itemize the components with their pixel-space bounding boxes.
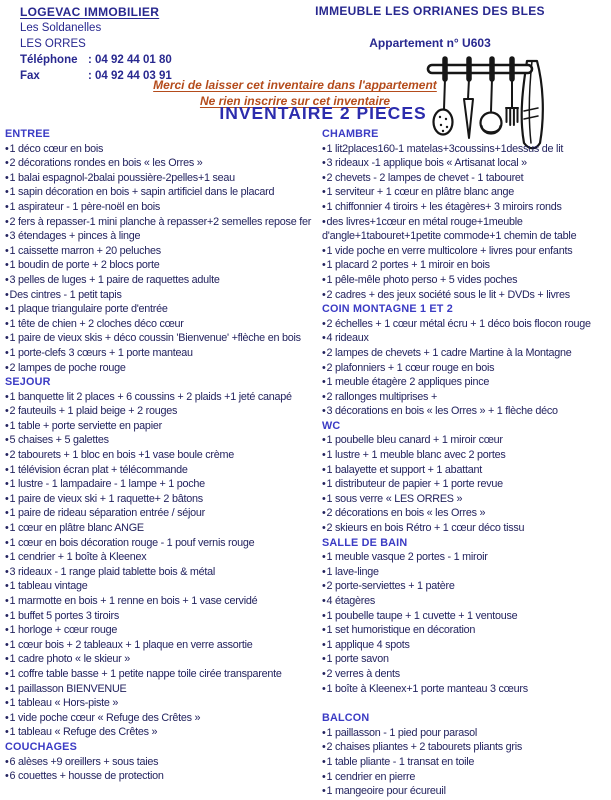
bullet-marker: • — [322, 449, 326, 462]
section-heading: CHAMBRE — [322, 128, 379, 140]
item-text: 1 sapin décoration en bois + sapin artificiel dans le placard — [9, 186, 275, 199]
bullet-marker: • — [5, 609, 9, 622]
item-text: 2 chevets - 2 lampes de chevet - 1 tabouret — [326, 171, 524, 184]
item-text: 6 alèses +9 oreillers + sous taies — [9, 755, 159, 768]
bullet-marker: • — [5, 463, 9, 476]
section-salle-de-bain — [322, 536, 606, 697]
list-item — [5, 623, 322, 638]
phone-row — [20, 52, 172, 68]
item-text: 1 placard 2 portes + 1 miroir en bois — [326, 259, 490, 272]
item-text: 1 cœur bois + 2 tableaux + 1 plaque en verre assortie — [9, 638, 253, 651]
bullet-marker: • — [322, 288, 326, 301]
item-text: 2 cadres + des jeux société sous le lit + DVDs + livres — [326, 288, 570, 301]
item-text: 4 étagères — [326, 595, 376, 607]
bullet-marker: • — [322, 186, 326, 199]
item-text: 1 applique 4 spots — [326, 638, 410, 651]
item-text: Des cintres - 1 petit tapis — [9, 288, 122, 301]
list-item — [322, 375, 606, 390]
list-item — [5, 652, 322, 667]
list-item — [5, 536, 322, 551]
list-item — [322, 594, 606, 609]
list-item — [5, 696, 322, 711]
list-item — [5, 404, 322, 419]
section-heading: ENTREE — [5, 128, 50, 140]
building-name: IMMEUBLE LES ORRIANES DES BLES — [315, 4, 545, 18]
list-item — [5, 390, 322, 405]
list-item — [322, 273, 606, 288]
list-item — [322, 770, 606, 785]
item-text: 2 porte-serviettes + 1 patère — [326, 580, 455, 593]
bullet-marker: • — [322, 595, 326, 607]
item-text: 1 tableau « Hors-piste » — [9, 697, 119, 710]
item-text: 1 lave-linge — [326, 565, 379, 578]
item-text: 2 échelles + 1 cœur métal écru + 1 déco bois flocon rouge — [326, 317, 591, 330]
list-item — [322, 682, 606, 697]
list-item — [322, 404, 606, 419]
bullet-marker: • — [5, 595, 9, 607]
item-text: 1 table + porte serviette en papier — [9, 419, 162, 432]
bullet-marker: • — [322, 638, 326, 651]
list-item — [322, 317, 606, 332]
bullet-marker: • — [322, 171, 326, 184]
item-text: 1 set humoristique en décoration — [326, 624, 476, 637]
item-text: 3 pelles de luges + 1 paire de raquettes adulte — [9, 273, 220, 286]
item-text: 2 décorations rondes en bois « les Orres » — [9, 157, 203, 170]
list-item — [5, 609, 322, 624]
bullet-marker: • — [322, 770, 326, 783]
bullet-marker: • — [5, 273, 9, 286]
list-item — [5, 258, 322, 273]
item-text: 1 porte savon — [326, 653, 389, 666]
bullet-marker: • — [322, 522, 326, 535]
bullet-marker: • — [5, 492, 9, 505]
bullet-marker: • — [5, 200, 9, 213]
item-text: 2 lampes de chevets + 1 cadre Martine à la Montagne — [326, 346, 572, 359]
bullet-marker: • — [5, 638, 9, 651]
list-item — [322, 521, 606, 536]
bullet-marker: • — [5, 288, 9, 301]
item-text: 1 paillasson BIENVENUE — [9, 682, 127, 695]
bullet-marker: • — [5, 711, 9, 724]
bullet-marker: • — [5, 244, 9, 257]
list-item — [322, 463, 606, 478]
item-text: 2 plafonniers + 1 cœur rouge en bois — [326, 361, 495, 374]
section-coin-montagne-1-et-2 — [322, 302, 606, 419]
item-text: 1 porte-clefs 3 cœurs + 1 porte manteau — [9, 346, 193, 359]
bullet-marker: • — [5, 522, 9, 535]
bullet-marker: • — [322, 434, 326, 447]
item-text: 1 tableau « Refuge des Crêtes » — [9, 726, 158, 739]
item-text: 2 lampes de poche rouge — [9, 361, 126, 374]
list-item — [5, 506, 322, 521]
item-text: 1 lustre - 1 lampadaire - 1 lampe + 1 poche — [9, 478, 205, 491]
bullet-marker: • — [5, 157, 9, 170]
inventory-column-right — [322, 127, 606, 799]
item-text: 1 pêle-mêle photo perso + 5 vides poches — [326, 273, 518, 286]
list-item — [322, 609, 606, 624]
list-item — [5, 755, 322, 770]
bullet-marker: • — [322, 565, 326, 578]
bullet-marker: • — [5, 346, 9, 359]
bullet-marker: • — [322, 653, 326, 666]
list-item — [5, 667, 322, 682]
list-item — [322, 755, 606, 770]
item-text: 3 rideaux -1 applique bois « Artisanat local » — [326, 157, 527, 170]
bullet-marker: • — [5, 624, 9, 637]
list-item — [322, 506, 606, 521]
list-item — [5, 171, 322, 186]
bullet-marker: • — [322, 200, 326, 213]
bullet-marker: • — [5, 726, 9, 739]
bullet-marker: • — [322, 332, 326, 345]
item-text: 1 télévision écran plat + télécommande — [9, 463, 188, 476]
item-text: 1 meuble vasque 2 portes - 1 miroir — [326, 551, 488, 564]
section-heading: COIN MONTAGNE 1 ET 2 — [322, 303, 453, 316]
list-item — [5, 638, 322, 653]
list-item — [5, 419, 322, 434]
list-item — [5, 156, 322, 171]
list-item — [322, 550, 606, 565]
section-heading: BALCON — [322, 712, 370, 725]
bullet-marker: • — [5, 653, 9, 666]
list-item — [5, 200, 322, 215]
list-item — [5, 448, 322, 463]
agency-city: LES ORRES — [20, 38, 86, 50]
phone-number: : 04 92 44 01 80 — [88, 54, 172, 66]
section-entree — [5, 127, 322, 375]
list-item — [5, 331, 322, 346]
item-text: 1 marmotte en bois + 1 renne en bois + 1 vase cervidé — [9, 595, 258, 607]
item-text: 1 buffet 5 portes 3 tiroirs — [9, 609, 120, 622]
item-text: 1 banquette lit 2 places + 6 coussins + 2 plaids +1 jeté canapé — [9, 390, 292, 403]
section-wc — [322, 419, 606, 536]
item-text: 1 mangeoire pour écureuil — [326, 785, 446, 798]
bullet-marker: • — [322, 317, 326, 330]
item-text: 1 lustre + 1 meuble blanc avec 2 portes — [326, 449, 506, 462]
item-text: 1 paire de vieux ski + 1 raquette+ 2 bâtons — [9, 492, 203, 505]
list-item — [5, 142, 322, 157]
section-heading: COUCHAGES — [5, 740, 77, 753]
list-item — [5, 579, 322, 594]
bullet-marker: • — [5, 667, 9, 680]
bullet-marker: • — [322, 463, 326, 476]
list-item — [322, 652, 606, 667]
item-text: 1 lit2places160-1 matelas+3coussins+1dessus de lit — [326, 142, 564, 155]
bullet-marker: • — [5, 171, 9, 184]
section-heading: WC — [322, 419, 341, 432]
list-item — [5, 288, 322, 303]
bullet-marker: • — [5, 390, 9, 403]
section-heading: SEJOUR — [5, 376, 51, 389]
item-text: 1 vide poche en verre multicolore + livres pour enfants — [326, 244, 573, 257]
bullet-marker: • — [5, 259, 9, 272]
bullet-marker: • — [5, 770, 9, 783]
item-text: 2 tabourets + 1 bloc en bois +1 vase boule crème — [9, 449, 235, 462]
list-item — [322, 726, 606, 741]
item-text: 2 fers à repasser-1 mini planche à repasser+2 semelles repose fer — [9, 215, 312, 228]
item-text: 1 cendrier + 1 boîte à Kleenex — [9, 551, 147, 564]
item-text: 1 balayette et support + 1 abattant — [326, 463, 482, 476]
bullet-marker: • — [322, 755, 326, 768]
item-text: 2 décorations en bois « les Orres » — [326, 507, 486, 520]
list-item — [322, 244, 606, 259]
item-text: 2 skieurs en bois Rétro + 1 cœur déco tissu — [326, 522, 525, 535]
item-text: 1 meuble étagère 2 appliques pince — [326, 376, 490, 389]
item-text: 1 cadre photo « le skieur » — [9, 653, 131, 666]
bullet-marker: • — [322, 244, 326, 257]
bullet-marker: • — [322, 142, 326, 155]
list-item — [322, 215, 606, 244]
list-item — [322, 638, 606, 653]
item-text: 3 rideaux - 1 range plaid tablette bois & métal — [9, 565, 216, 578]
item-text: 1 paire de rideau séparation entrée / séjour — [9, 507, 206, 520]
bullet-marker: • — [322, 507, 326, 520]
item-text: 1 boudin de porte + 2 blocs porte — [9, 259, 160, 272]
section-chambre — [322, 127, 606, 302]
bullet-marker: • — [322, 624, 326, 637]
bullet-marker: • — [322, 215, 326, 228]
bullet-marker: • — [5, 405, 9, 418]
list-item — [322, 361, 606, 376]
notice-line-2: Ne rien inscrire sur cet inventaire — [199, 93, 391, 108]
bullet-marker: • — [5, 361, 9, 374]
item-text: des livres+1cœur en métal rouge+1meuble d'angle+1tabouret+1petite commode+1 chemin de table — [322, 215, 577, 243]
list-item — [322, 258, 606, 273]
item-text: 2 fauteuils + 1 plaid beige + 2 rouges — [9, 405, 178, 418]
bullet-marker: • — [322, 346, 326, 359]
fax-label: Fax — [20, 70, 40, 82]
bullet-marker: • — [322, 376, 326, 389]
phone-label: Téléphone — [20, 54, 78, 66]
item-text: 1 paire de vieux skis + déco coussin 'Bienvenue' +flèche en bois — [9, 332, 301, 345]
page-title: INVENTAIRE 2 PIECES — [219, 103, 427, 123]
list-item — [5, 185, 322, 200]
list-item — [322, 740, 606, 755]
agency-residence: Les Soldanelles — [20, 22, 102, 34]
bullet-marker: • — [322, 492, 326, 505]
bullet-marker: • — [5, 186, 9, 199]
bullet-marker: • — [5, 419, 9, 432]
item-text: 1 sous verre « LES ORRES » — [326, 492, 463, 505]
bullet-marker: • — [322, 609, 326, 622]
item-text: 1 caissette marron + 20 peluches — [9, 244, 161, 257]
list-item — [322, 565, 606, 580]
bullet-marker: • — [5, 215, 9, 228]
list-item — [322, 200, 606, 215]
bullet-marker: • — [322, 667, 326, 680]
bullet-marker: • — [322, 361, 326, 374]
bullet-marker: • — [5, 682, 9, 695]
item-text: 1 distributeur de papier + 1 porte revue — [326, 478, 503, 491]
item-text: 1 coffre table basse + 1 petite nappe toile cirée transparente — [9, 667, 282, 680]
agency-block — [20, 4, 172, 84]
bullet-marker: • — [322, 259, 326, 272]
list-item — [5, 317, 322, 332]
item-text: 1 boîte à Kleenex+1 porte manteau 3 cœurs — [326, 682, 528, 695]
list-item — [5, 433, 322, 448]
list-item — [322, 288, 606, 303]
list-item — [5, 492, 322, 507]
list-item — [5, 550, 322, 565]
bullet-marker: • — [5, 580, 9, 593]
list-item — [322, 448, 606, 463]
item-text: 1 serviteur + 1 cœur en plâtre blanc ange — [326, 186, 515, 199]
item-text: 1 cœur en bois décoration rouge - 1 pouf vernis rouge — [9, 536, 255, 549]
bullet-marker: • — [5, 434, 9, 447]
apartment-number: Appartement n° U603 — [369, 36, 491, 50]
list-item — [322, 667, 606, 682]
item-text: 1 tête de chien + 2 cloches déco cœur — [9, 317, 184, 330]
list-item — [5, 244, 322, 259]
item-text: 6 couettes + housse de protection — [9, 770, 164, 783]
list-item — [5, 711, 322, 726]
bullet-marker: • — [5, 303, 9, 316]
bullet-marker: • — [5, 507, 9, 520]
list-item — [5, 302, 322, 317]
list-item — [5, 346, 322, 361]
list-item — [5, 463, 322, 478]
item-text: 3 étendages + pinces à linge — [9, 230, 141, 243]
list-item — [5, 273, 322, 288]
fax-number: : 04 92 44 03 91 — [88, 70, 172, 82]
notice-line-1: Merci de laisser cet inventaire dans l'appartement — [153, 78, 437, 92]
list-item — [322, 346, 606, 361]
bullet-marker: • — [322, 785, 326, 798]
inventory-columns — [5, 127, 606, 799]
item-text: 1 table pliante - 1 transat en toile — [326, 755, 475, 768]
list-item — [5, 725, 322, 740]
item-text: 5 chaises + 5 galettes — [9, 434, 109, 447]
bullet-marker: • — [322, 157, 326, 170]
bullet-marker: • — [322, 726, 326, 739]
list-item — [5, 521, 322, 536]
item-text: 1 cendrier en pierre — [326, 770, 416, 783]
bullet-marker: • — [322, 682, 326, 695]
item-text: 1 horloge + cœur rouge — [9, 624, 118, 637]
bullet-marker: • — [322, 405, 326, 418]
list-item — [5, 361, 322, 376]
section-couchages — [5, 740, 322, 784]
item-text: 2 chaises pliantes + 2 tabourets pliants gris — [326, 741, 523, 754]
bullet-marker: • — [322, 273, 326, 286]
item-text: 4 rideaux — [326, 332, 369, 345]
bullet-marker: • — [5, 536, 9, 549]
item-text: 3 décorations en bois « les Orres » + 1 flèche déco — [326, 405, 558, 418]
item-text: 1 tableau vintage — [9, 580, 88, 593]
list-item — [322, 623, 606, 638]
bullet-marker: • — [5, 755, 9, 768]
section-sejour — [5, 375, 322, 740]
bullet-marker: • — [322, 580, 326, 593]
section-heading: SALLE DE BAIN — [322, 536, 408, 549]
list-item — [322, 784, 606, 799]
item-text: 1 chiffonnier 4 tiroirs + les étagères+ 3 miroirs ronds — [326, 200, 562, 213]
section-balcon — [322, 711, 606, 799]
item-text: 1 déco cœur en bois — [9, 142, 104, 155]
bullet-marker: • — [5, 142, 9, 155]
list-item — [5, 565, 322, 580]
item-text: 1 cœur en plâtre blanc ANGE — [9, 522, 144, 535]
item-text: 1 plaque triangulaire porte d'entrée — [9, 303, 168, 316]
bullet-marker: • — [5, 317, 9, 330]
list-item — [322, 492, 606, 507]
item-text: 1 aspirateur - 1 père-noël en bois — [9, 200, 161, 213]
list-item — [5, 682, 322, 697]
item-text: 2 rallonges multiprises + — [326, 390, 438, 403]
list-item — [5, 215, 322, 230]
inventory-column-left — [5, 127, 322, 799]
bullet-marker: • — [5, 478, 9, 491]
list-item — [322, 477, 606, 492]
list-item — [5, 769, 322, 784]
list-item — [322, 390, 606, 405]
bullet-marker: • — [5, 697, 9, 710]
agency-name: LOGEVAC IMMOBILIER — [20, 5, 160, 19]
item-text: 2 verres à dents — [326, 667, 400, 680]
list-item — [322, 433, 606, 448]
bullet-marker: • — [322, 390, 326, 403]
list-item — [322, 579, 606, 594]
list-item — [322, 331, 606, 346]
bullet-marker: • — [5, 449, 9, 462]
bullet-marker: • — [5, 565, 9, 578]
bullet-marker: • — [5, 551, 9, 564]
item-text: 1 paillasson - 1 pied pour parasol — [326, 726, 478, 739]
item-text: 1 vide poche cœur « Refuge des Crêtes » — [9, 711, 201, 724]
item-text: 1 poubelle bleu canard + 1 miroir cœur — [326, 434, 503, 447]
list-item — [5, 594, 322, 609]
list-item — [322, 185, 606, 200]
item-text: 1 poubelle taupe + 1 cuvette + 1 ventouse — [326, 609, 518, 622]
list-item — [5, 477, 322, 492]
bullet-marker: • — [322, 478, 326, 491]
list-item — [5, 229, 322, 244]
bullet-marker: • — [322, 741, 326, 754]
bullet-marker: • — [5, 332, 9, 345]
item-text: 1 balai espagnol-2balai poussière-2pelles+1 seau — [9, 171, 235, 184]
list-item — [322, 171, 606, 186]
list-item — [322, 156, 606, 171]
bullet-marker: • — [5, 230, 9, 243]
bullet-marker: • — [322, 551, 326, 564]
list-item — [322, 142, 606, 157]
